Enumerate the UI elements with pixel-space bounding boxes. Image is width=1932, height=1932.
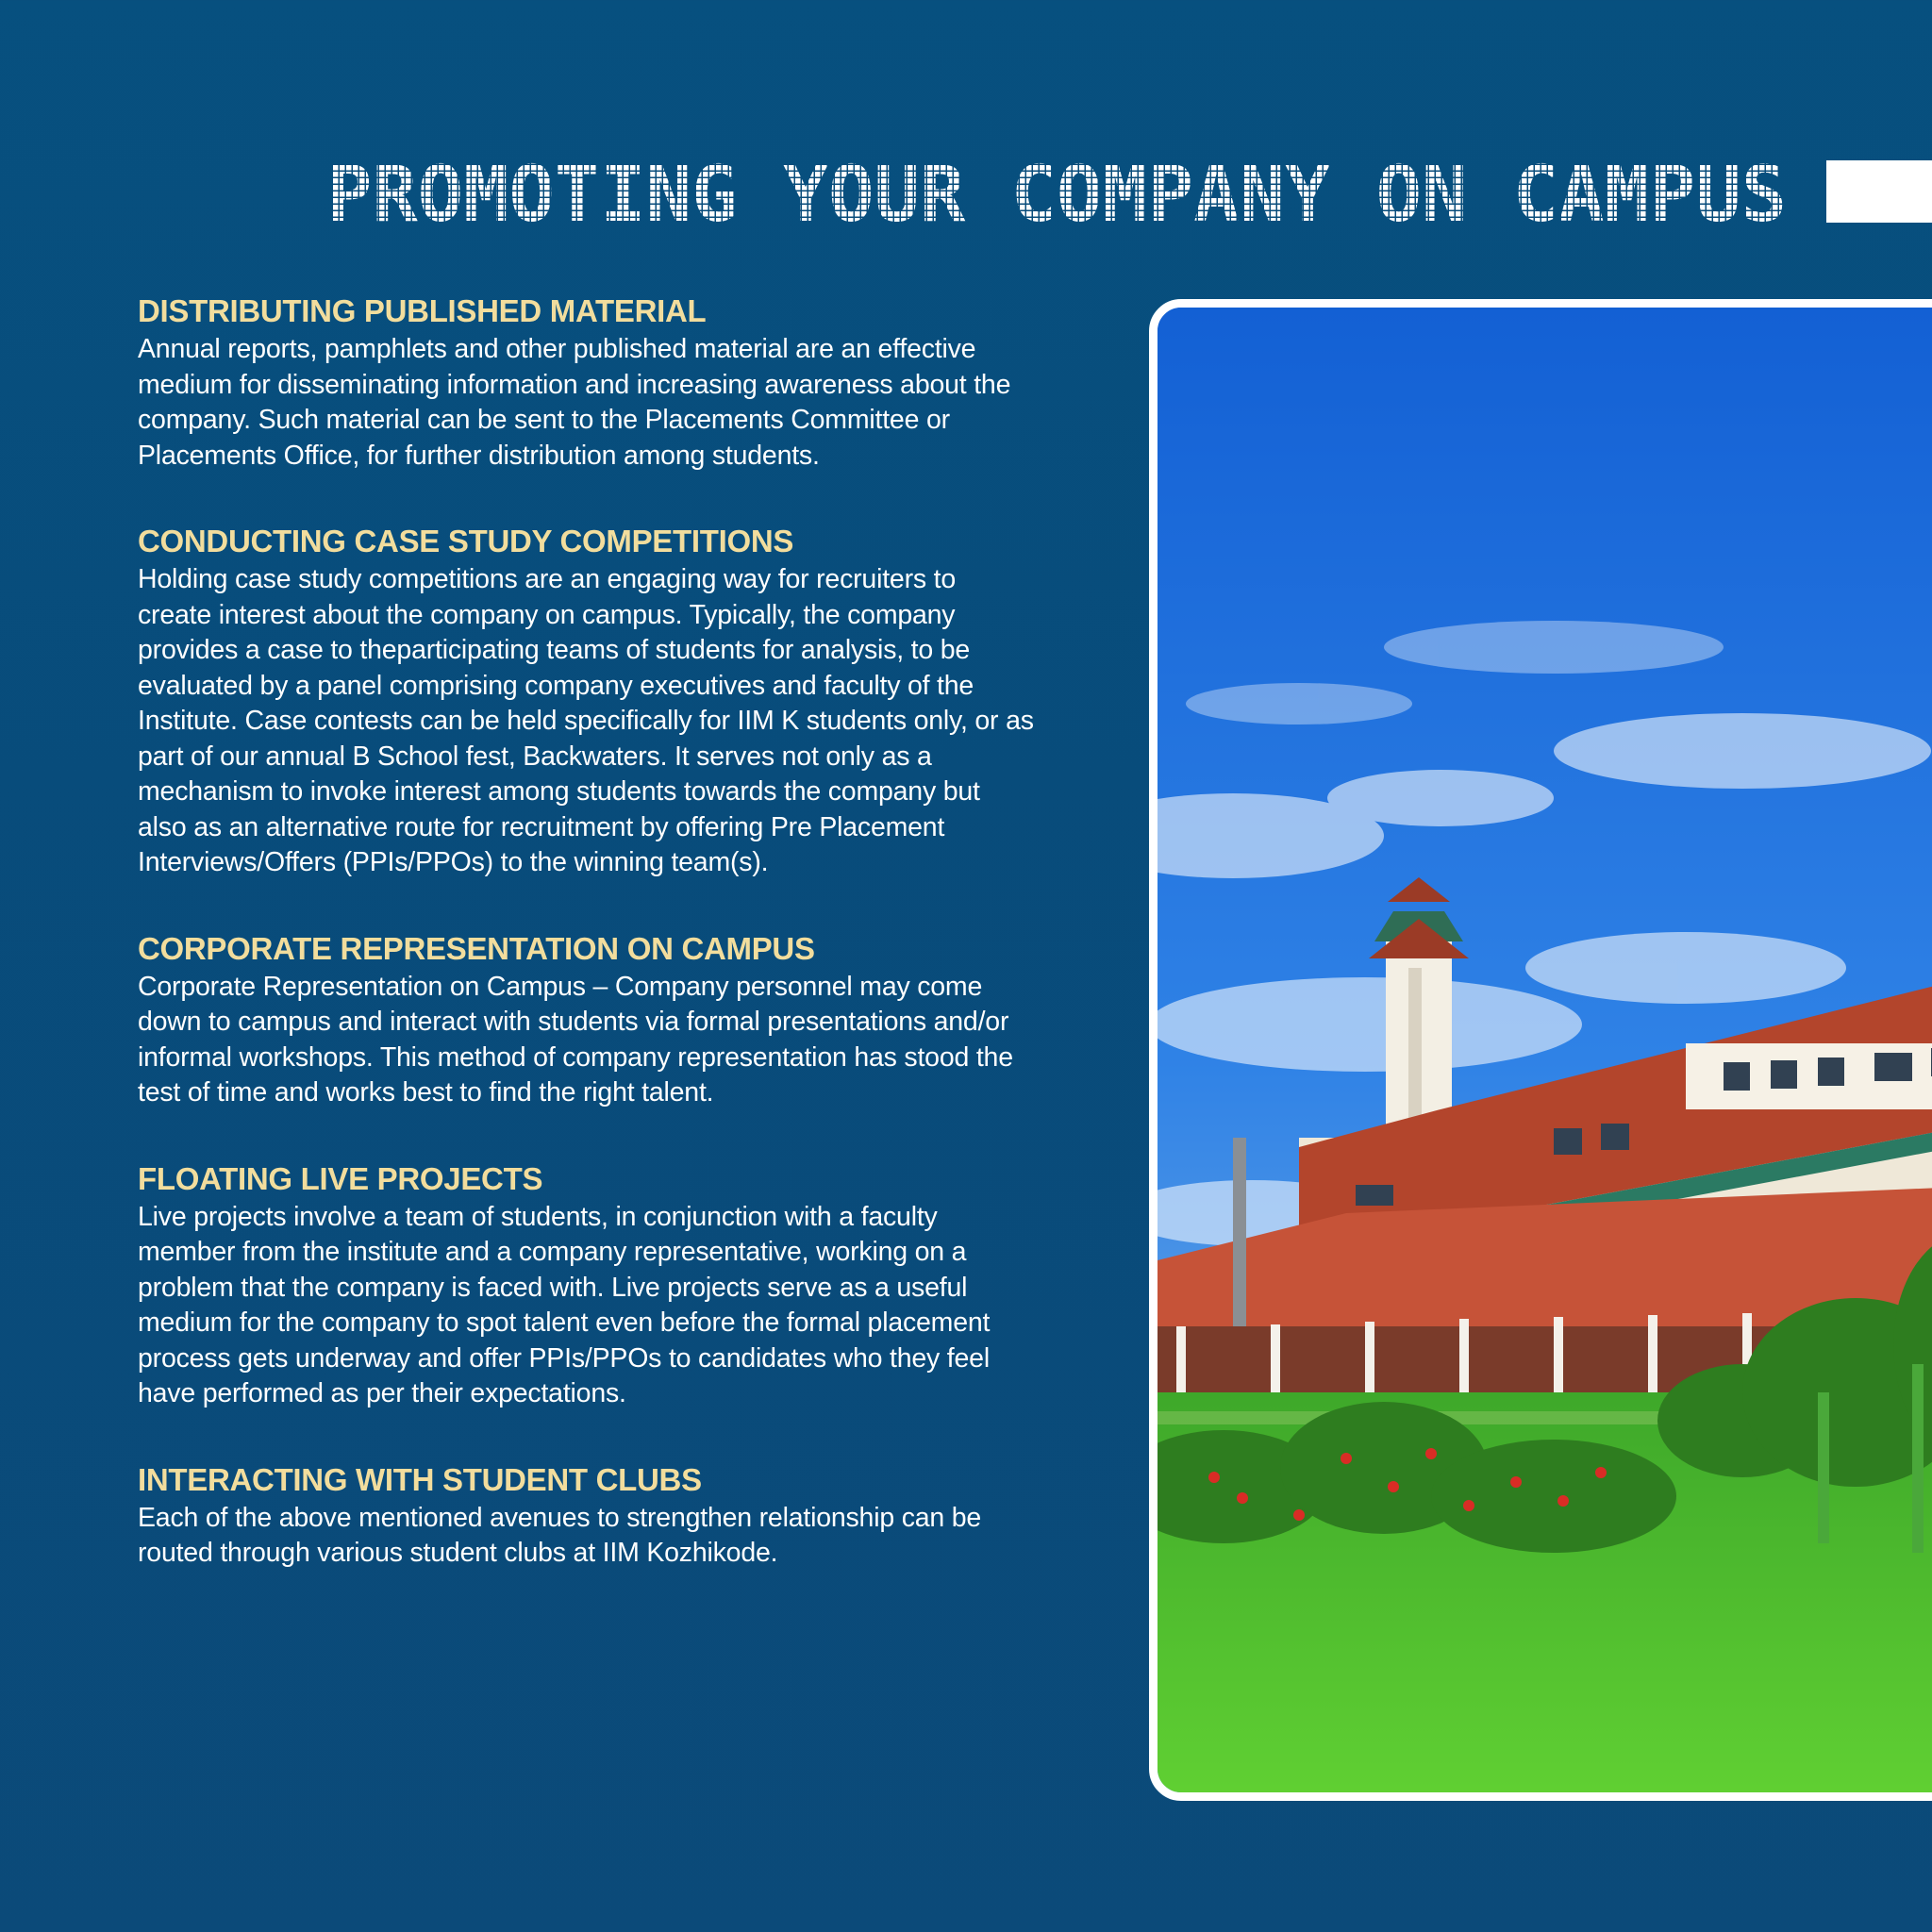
- section-heading: CORPORATE REPRESENTATION ON CAMPUS: [138, 930, 815, 966]
- page-title: [326, 158, 1789, 234]
- title-accent-bar: [1826, 160, 1932, 223]
- section-heading: FLOATING LIVE PROJECTS: [138, 1160, 543, 1196]
- section-body: Holding case study competitions are an engaging way for recruiters to create interest about the company on campus. Typically, the company provides a case to theparticipating teams of students for analysis, to be evaluated by a panel comprising company executives and faculty of the Institute. Case contests can be held specifically for IIM K students only, or as part of our annual B School fest, Backwaters. It serves not only as a mechanism to invoke interest among students towards the company but also as an alternative route for recruitment by offering Pre Placement Interviews/Offers (PPIs/PPOs) to the winning team(s).: [138, 564, 1034, 877]
- sections-column: [138, 292, 1034, 1621]
- section-heading: DISTRIBUTING PUBLISHED MATERIAL: [138, 293, 707, 328]
- campus-building-photo: [1158, 308, 1932, 1801]
- section-heading: CONDUCTING CASE STUDY COMPETITIONS: [138, 524, 794, 558]
- section-case-study-competitions: [138, 523, 1034, 881]
- section-student-clubs: [138, 1461, 1034, 1572]
- page-title-text: PROMOTING YOUR COMPANY ON CAMPUS: [326, 158, 1787, 234]
- section-body: Annual reports, pamphlets and other published material are an effective medium for disseminating information and increasing awareness about the company. Such material can be sent to the Placements Committee or Placements Office, for further distribution among students.: [138, 334, 1011, 471]
- section-distributing-material: [138, 292, 1034, 474]
- section-body: Each of the above mentioned avenues to strengthen relationship can be routed through various student clubs at IIM Kozhikode.: [138, 1502, 982, 1568]
- campus-photo-frame: [1149, 299, 1932, 1801]
- section-live-projects: [138, 1160, 1034, 1412]
- section-body: Live projects involve a team of students, in conjunction with a faculty member from the institute and a company representative, working on a problem that the company is faced with. Live projects serve as a useful medium for the company to spot talent even before the formal placement process gets underway and offer PPIs/PPOs to candidates who they feel have performed as per their expectations.: [138, 1201, 991, 1408]
- section-body: Corporate Representation on Campus – Company personnel may come down to campus and interact with students via formal presentations and/or informal workshops. This method of company representation has stood the test of time and works best to find the right talent.: [138, 971, 1013, 1108]
- section-corporate-representation: [138, 930, 1034, 1111]
- section-heading: INTERACTING WITH STUDENT CLUBS: [138, 1461, 702, 1497]
